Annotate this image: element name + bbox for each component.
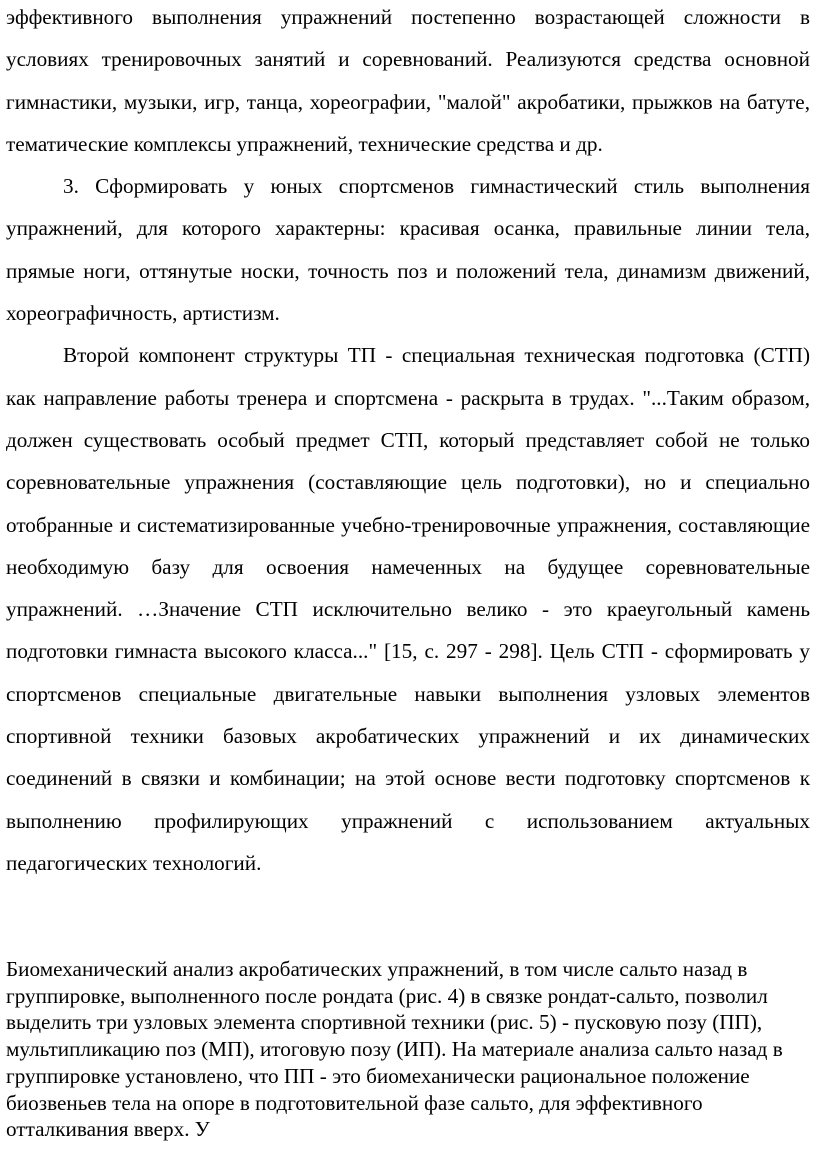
document-footer-block [6, 956, 806, 1143]
paragraph-stp: Второй компонент структуры ТП - специальная техническая подготовка (СТП) как направление работы тренера и спортсмена - раскрыта в трудах. "...Таким образом, должен существовать особый предмет СТП, который представляет собой не только соревновательные упражнения (составляющие цель подготовки), но и специально отобранные и систематизированные учебно-тренировочные упражнения, составляющие необходимую базу для освоения намеченных на будущее соревновательные упражнений. …Значение СТП исключительно велико - это краеугольный камень подготовки гимнаста высокого класса..." [15, с. 297 - 298]. Цель СТП - сформировать у спортсменов специальные двигательные навыки выполнения узловых элементов спортивной техники базовых акробатических упражнений и их динамических соединений в связки и комбинации; на этой основе вести подготовку спортсменов к выполнению профилирующих упражнений с использованием актуальных педагогических технологий. [6, 343, 810, 875]
paragraph-biomechanical-analysis: Биомеханический анализ акробатических упражнений, в том числе сальто назад в группировке, выполненного после рондата (рис. 4) в связке рондат-сальто, позволил выделить три узловых элемента спортивной техники (рис. 5) - пусковую позу (ПП), мультипликацию поз (МП), итоговую позу (ИП). На материале анализа сальто назад в группировке установлено, что ПП - это биомеханически рациональное положение биозвеньев тела на опоре в подготовительной фазе сальто, для эффективного отталкивания вверх. У [6, 957, 783, 1142]
paragraph-continuation: эффективного выполнения упражнений постепенно возрастающей сложности в условиях тренировочных занятий и соревнований. Реализуются средства основной гимнастики, музыки, игр, танца, хореографии, "малой" акробатики, прыжков на батуте, тематические комплексы упражнений, технические средства и др. [6, 5, 810, 156]
document-body [6, 0, 810, 884]
paragraph-item-3: 3. Сформировать у юных спортсменов гимнастический стиль выполнения упражнений, для которого характерны: красивая осанка, правильные линии тела, прямые ноги, оттянутые носки, точность поз и положений тела, динамизм движений, хореографичность, артистизм. [6, 174, 810, 326]
